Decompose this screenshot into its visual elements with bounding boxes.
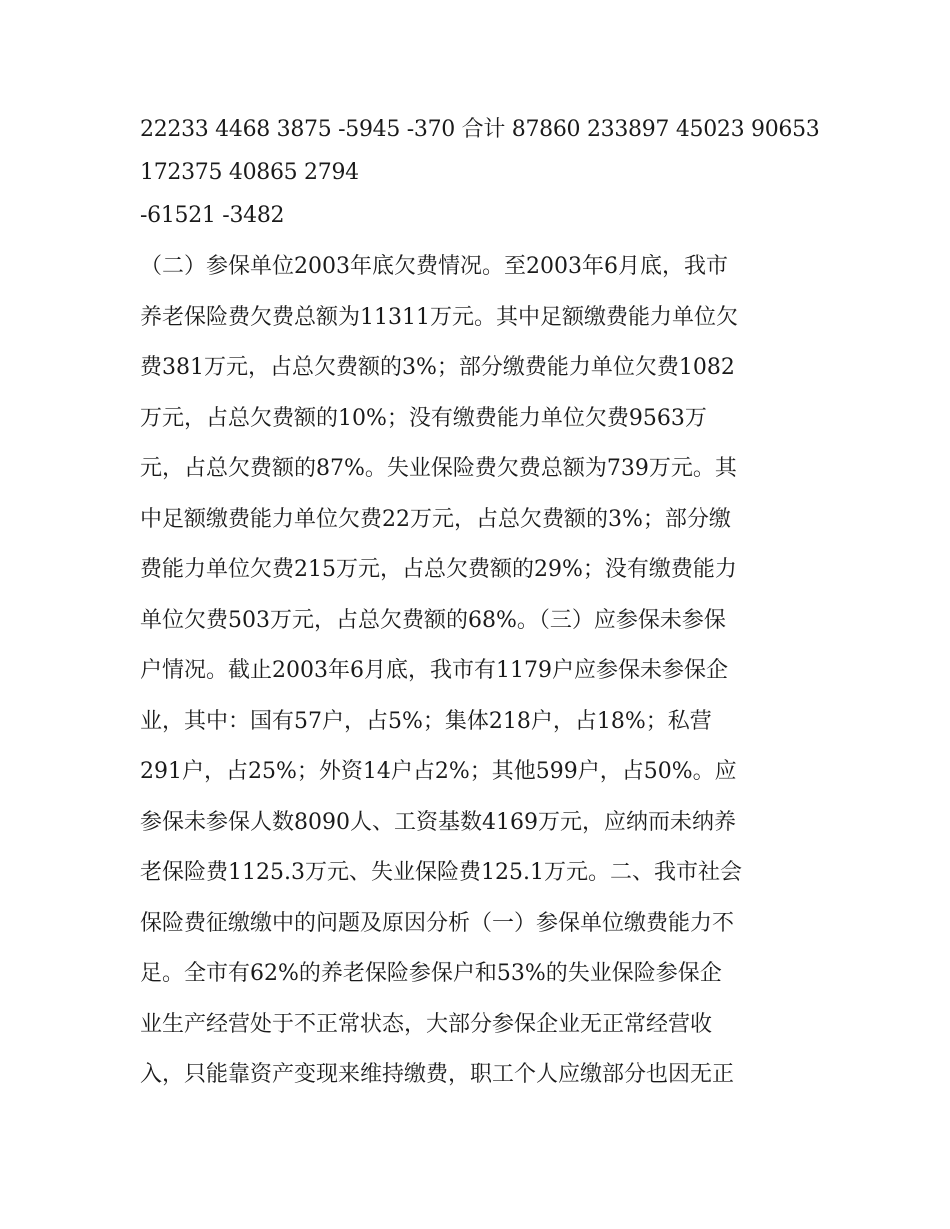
text-line: 单位欠费503万元，占总欠费额的68%。（三）应参保未参保 bbox=[140, 608, 726, 633]
text-line: 元，占总欠费额的87%。失业保险费欠费总额为739万元。其 bbox=[140, 456, 737, 481]
text-line: 业生产经营处于不正常状态，大部分参保企业无正常经营收 bbox=[140, 1012, 713, 1037]
text-line: 户情况。截止2003年6月底，我市有1179户应参保未参保企 bbox=[140, 658, 728, 683]
text-line: 足。全市有62%的养老保险参保户和53%的失业保险参保企 bbox=[140, 961, 722, 986]
text-line: 入，只能靠资产变现来维持缴费，职工个人应缴部分也因无正 bbox=[140, 1062, 735, 1087]
text-line: -61521 -3482 bbox=[140, 203, 285, 228]
text-line: （二）参保单位2003年底欠费情况。至2003年6月底，我市 bbox=[140, 254, 728, 279]
text-line: 业，其中：国有57户，占5%；集体218户，占18%；私营 bbox=[140, 709, 712, 734]
text-line: 养老保险费欠费总额为11311万元。其中足额缴费能力单位欠 bbox=[140, 305, 738, 330]
text-line: 万元，占总欠费额的10%；没有缴费能力单位欠费9563万 bbox=[140, 406, 707, 431]
text-line: 老保险费1125.3万元、失业保险费125.1万元。二、我市社会 bbox=[140, 860, 742, 885]
text-line: 参保未参保人数8090人、工资基数4169万元，应纳而未纳养 bbox=[140, 810, 736, 835]
text-line: 保险费征缴缴中的问题及原因分析（一）参保单位缴费能力不 bbox=[140, 911, 735, 936]
text-line: 22233 4468 3875 -5945 -370 合计 87860 233897 45023 90653 bbox=[140, 117, 820, 142]
text-line: 费能力单位欠费215万元，占总欠费额的29%；没有缴费能力 bbox=[140, 557, 737, 582]
text-line: 172375 40865 2794 bbox=[140, 160, 359, 185]
text-line: 费381万元，占总欠费额的3%；部分缴费能力单位欠费1082 bbox=[140, 355, 735, 380]
text-line: 291户，占25%；外资14户占2%；其他599户，占50%。应 bbox=[140, 759, 737, 784]
text-line: 中足额缴费能力单位欠费22万元，占总欠费额的3%；部分缴 bbox=[140, 507, 731, 532]
